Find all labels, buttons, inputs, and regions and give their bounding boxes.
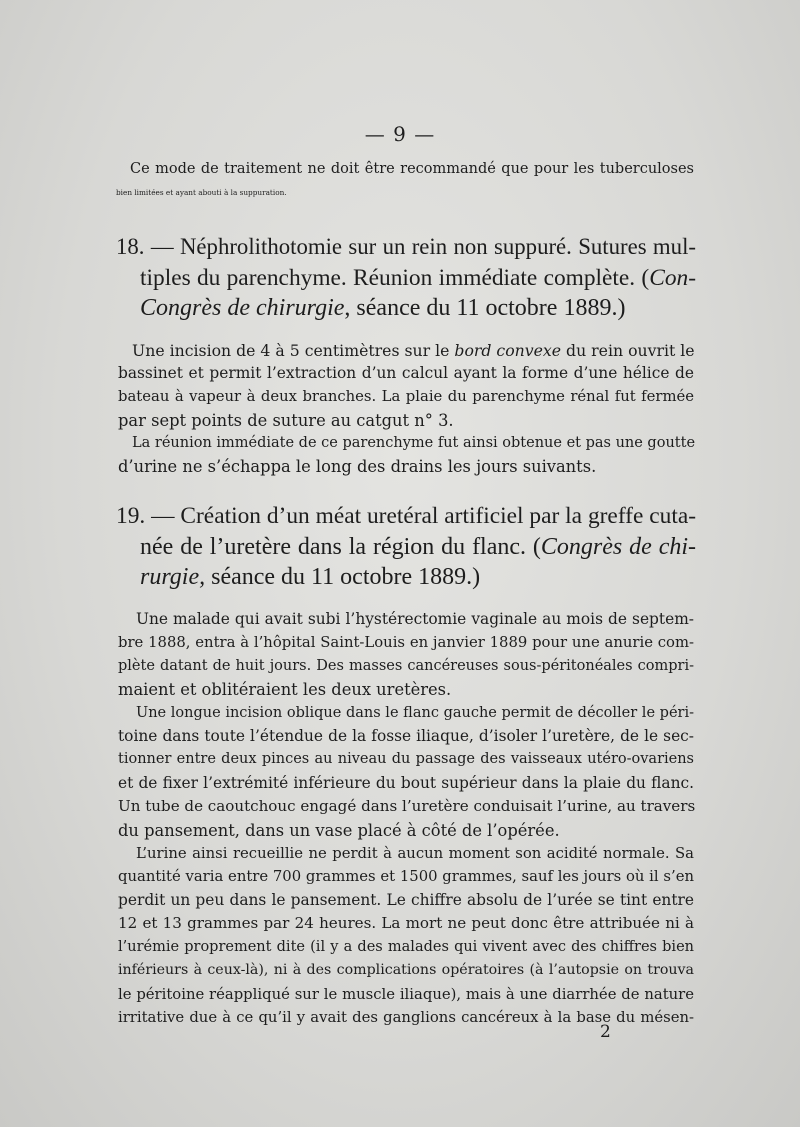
text-line: par sept points de suture au catgut n° 3.: [118, 410, 454, 430]
text-line: perdit un peu dans le pansement. Le chiffre absolu de l’urée se tint entre: [118, 890, 694, 909]
text-line: et de fixer l’extrémité inférieure du bout supérieur dans la plaie du flanc.: [118, 773, 694, 792]
heading-italic: rurgie,: [140, 564, 206, 590]
heading-text: tiples du parenchyme. Réunion immédiate complète. (: [140, 264, 650, 291]
section-18-body: [118, 339, 694, 478]
text-line: [118, 339, 694, 362]
text-line: maient et oblitéraient les deux uretères.: [118, 680, 452, 700]
heading-line: 19. — Création d’un méat uretéral artificiel par la greffe cuta-: [116, 503, 696, 529]
text-line: du pansement, dans un vase placé à côté de l’opérée.: [118, 820, 560, 840]
section-19-title: [116, 501, 696, 593]
heading-line: [116, 263, 696, 294]
text-line: bassinet et permit l’extraction d’un calcul ayant la forme d’une hélice de: [118, 364, 694, 383]
signature-mark: 2: [600, 1022, 611, 1042]
text-line: l’urémie proprement dite (il y a des malades qui vivent avec des chiffres bien: [118, 938, 694, 955]
heading-line: [116, 562, 696, 593]
intro-paragraph: [116, 158, 694, 204]
section-19-body: [118, 608, 694, 1029]
text-line: Un tube de caoutchouc engagé dans l’uretère conduisait l’urine, au travers: [118, 797, 696, 816]
heading-italic: Congrès de chi-: [540, 533, 697, 560]
heading-line: [116, 293, 696, 324]
text-line: Une malade qui avait subi l’hystérectomie vaginale au mois de septem-: [136, 610, 694, 628]
text-line: quantité varia entre 700 grammes et 1500 grammes, sauf les jours où il s’en: [118, 868, 694, 886]
text-line: Une longue incision oblique dans le flanc gauche permit de décoller le péri-: [136, 704, 694, 721]
text-span: du rein ouvrit le: [561, 341, 695, 360]
text-line: 12 et 13 grammes par 24 heures. La mort ne peut donc être attribuée ni à: [118, 914, 694, 933]
heading-italic: Con-: [649, 264, 696, 291]
heading-italic: Congrès de chirurgie: [140, 295, 345, 321]
text-line: irritative due à ce qu’il y avait des ganglions cancéreux à la base du mésen-: [118, 1008, 694, 1026]
text-line: tionner entre deux pinces au niveau du passage des vaisseaux utéro-ovariens: [118, 751, 694, 768]
heading-text: , séance du 11 octobre 1889.): [344, 295, 626, 321]
text-line: bre 1888, entra à l’hôpital Saint-Louis en janvier 1889 pour une anurie com-: [118, 634, 694, 652]
text-line: inférieurs à ceux-là), ni à des complications opératoires (à l’autopsie on trouva: [118, 962, 694, 979]
text-line: bien limitées et ayant abouti à la suppuration.: [116, 188, 287, 198]
heading-line: [116, 532, 696, 563]
text-line: bateau à vapeur à deux branches. La plaie du parenchyme rénal fut fermée: [118, 388, 694, 406]
text-line: Ce mode de traitement ne doit être recommandé que pour les tuberculoses: [130, 161, 694, 177]
heading-line: 18. — Néphrolithotomie sur un rein non suppuré. Sutures mul-: [116, 234, 696, 259]
page-number: — 9 —: [364, 122, 436, 146]
text-span: Une incision de 4 à 5 centimètres sur le: [132, 341, 455, 360]
text-line: plète datant de huit jours. Des masses cancéreuses sous-péritonéales compri-: [118, 657, 694, 674]
section-18-title: [116, 232, 696, 324]
heading-text: née de l’uretère dans la région du flanc. (: [140, 533, 541, 560]
text-line: toine dans toute l’étendue de la fosse iliaque, d’isoler l’uretère, de le sec-: [118, 727, 694, 746]
text-line: d’urine ne s’échappa le long des drains les jours suivants.: [118, 457, 597, 477]
text-line: La réunion immédiate de ce parenchyme fut ainsi obtenue et pas une goutte: [132, 434, 696, 451]
text-line: le péritoine réappliqué sur le muscle iliaque), mais à une diarrhée de nature: [118, 985, 694, 1003]
text-line: L’urine ainsi recueillie ne perdit à aucun moment son acidité normale. Sa: [136, 845, 694, 863]
heading-text: séance du 11 octobre 1889.): [205, 564, 481, 590]
text-italic: bord convexe: [454, 341, 562, 360]
